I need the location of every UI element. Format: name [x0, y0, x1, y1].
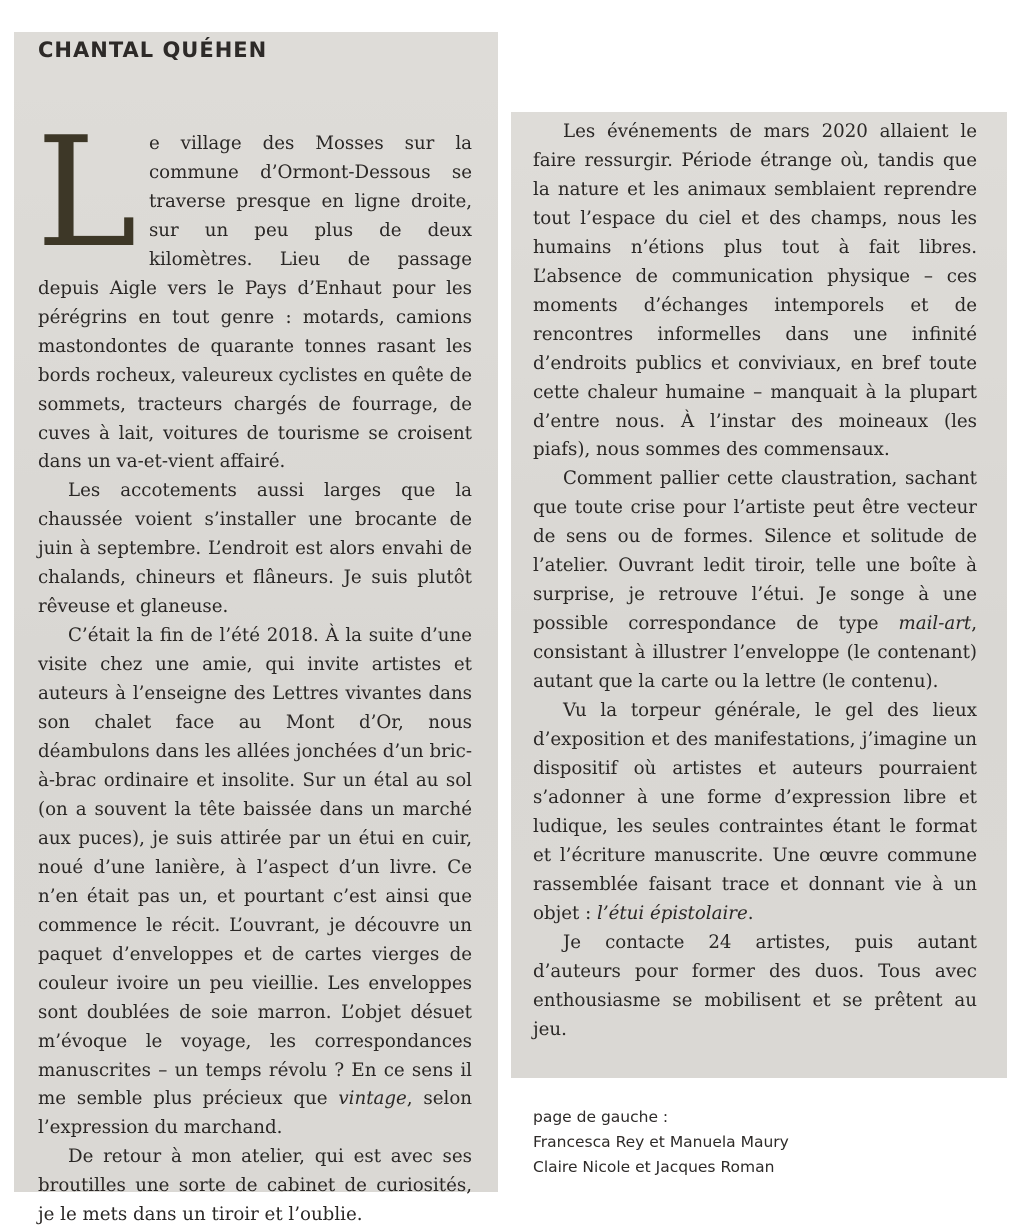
caption-line-1: Francesca Rey et Manuela Maury [533, 1132, 789, 1151]
drop-cap: L [36, 104, 137, 281]
image-caption [533, 1105, 977, 1180]
right-clipping [511, 112, 1007, 1176]
paragraph-1-text: e village des Mosses sur la commune d’Ormont-Dessous se traverse presque en ligne droite, sur un peu plus de deux kilomètres. Lieu de passage depuis Aigle vers le Pays d’Enhaut pour les pérégrins en tout genre : motards, camions mastondontes de quarante tonnes rasant les bords rocheux, valeureux cyclistes en quête de sommets, tracteurs chargés de fourrage, de cuves à lait, voitures de tourisme se croisent dans un va-et-vient affairé. [38, 133, 472, 473]
paragraph-7-text-end: . [747, 902, 754, 924]
paragraph-7-text-start: Vu la torpeur générale, le gel des lieux d’exposition et des manifestations, j’imagine un dispositif où artistes et auteurs pourraient s’adonner à une forme d’expression libre et ludique, les seules contraintes étant le format et l’écriture manuscrite. Une œuvre commune rassemblée faisant trace et donnant vie à un objet : [533, 700, 977, 924]
paragraph-1 [36, 104, 472, 477]
left-clipping [14, 32, 498, 1226]
paragraph-6-italic: mail-art [898, 613, 972, 635]
paragraph-4: De retour à mon atelier, qui est avec ses broutilles une sorte de cabinet de curiosités, je le mets dans un tiroir et l’oublie. [38, 1146, 472, 1226]
paragraph-2: Les accotements aussi larges que la chaussée voient s’installer une brocante de juin à septembre. L’endroit est alors envahi de chalands, chineurs et flâneurs. Je suis plutôt rêveuse et glaneuse. [38, 480, 472, 618]
paragraph-3-text-end: , selon l’expression du marchand. [38, 1088, 472, 1139]
caption-line-2: Claire Nicole et Jacques Roman [533, 1157, 775, 1176]
paragraph-3-italic: vintage [338, 1088, 407, 1110]
caption-heading: page de gauche : [533, 1107, 669, 1126]
paragraph-6-text-end: , consistant à illustrer l’enveloppe (le contenant) autant que la carte ou la lettre (le contenu). [533, 613, 977, 693]
author-name: CHANTAL QUÉHEN [38, 38, 268, 62]
paragraph-7 [533, 697, 977, 929]
left-article-body [36, 104, 472, 1230]
paragraph-7-italic: l’étui épistolaire [597, 902, 748, 924]
paragraph-3-text-start: C’était la fin de l’été 2018. À la suite d’une visite chez une amie, qui invite artistes et auteurs à l’enseigne des Lettres vivantes dans son chalet face au Mont d’Or, nous déambulons dans les allées jonchées d’un bric-à-brac ordinaire et insolite. Sur un étal au sol (on a souvent la tête baissée dans un marché aux puces), je suis attirée par un étui en cuir, noué d’une lanière, à l’aspect d’un livre. Ce n’en était pas un, et pourtant c’est ainsi que commence le récit. L’ouvrant, je découvre un paquet d’enveloppes et de cartes vierges de couleur ivoire un peu vieillie. Les enveloppes sont doublées de soie marron. L’objet désuet m’évoque le voyage, les correspondances manuscrites – un temps révolu ? En ce sens il me semble plus précieux que [38, 625, 472, 1110]
paragraph-3 [38, 622, 472, 1143]
paragraph-6-text-start: Comment pallier cette claustration, sachant que toute crise pour l’artiste peut être vecteur de sens ou de formes. Silence et solitude de l’atelier. Ouvrant ledit tiroir, telle une boîte à surprise, je retrouve l’étui. Je songe à une possible correspondance de type [533, 468, 977, 635]
paragraph-5: Les événements de mars 2020 allaient le faire ressurgir. Période étrange où, tandis que la nature et les animaux semblaient reprendre tout l’espace du ciel et des champs, nous les humains n’étions plus tout à fait libres. L’absence de communication physique – ces moments d’échanges intemporels et de rencontres informelles dans une infinité d’endroits publics et conviviaux, en bref toute cette chaleur humaine – manquait à la plupart d’entre nous. À l’instar des moineaux (les piafs), nous sommes des commensaux. [533, 121, 977, 461]
paragraph-6 [533, 465, 977, 697]
right-article-body [533, 118, 977, 1045]
paragraph-8: Je contacte 24 artistes, puis autant d’auteurs pour former des duos. Tous avec enthousiasme se mobilisent et se prêtent au jeu. [533, 931, 977, 1040]
